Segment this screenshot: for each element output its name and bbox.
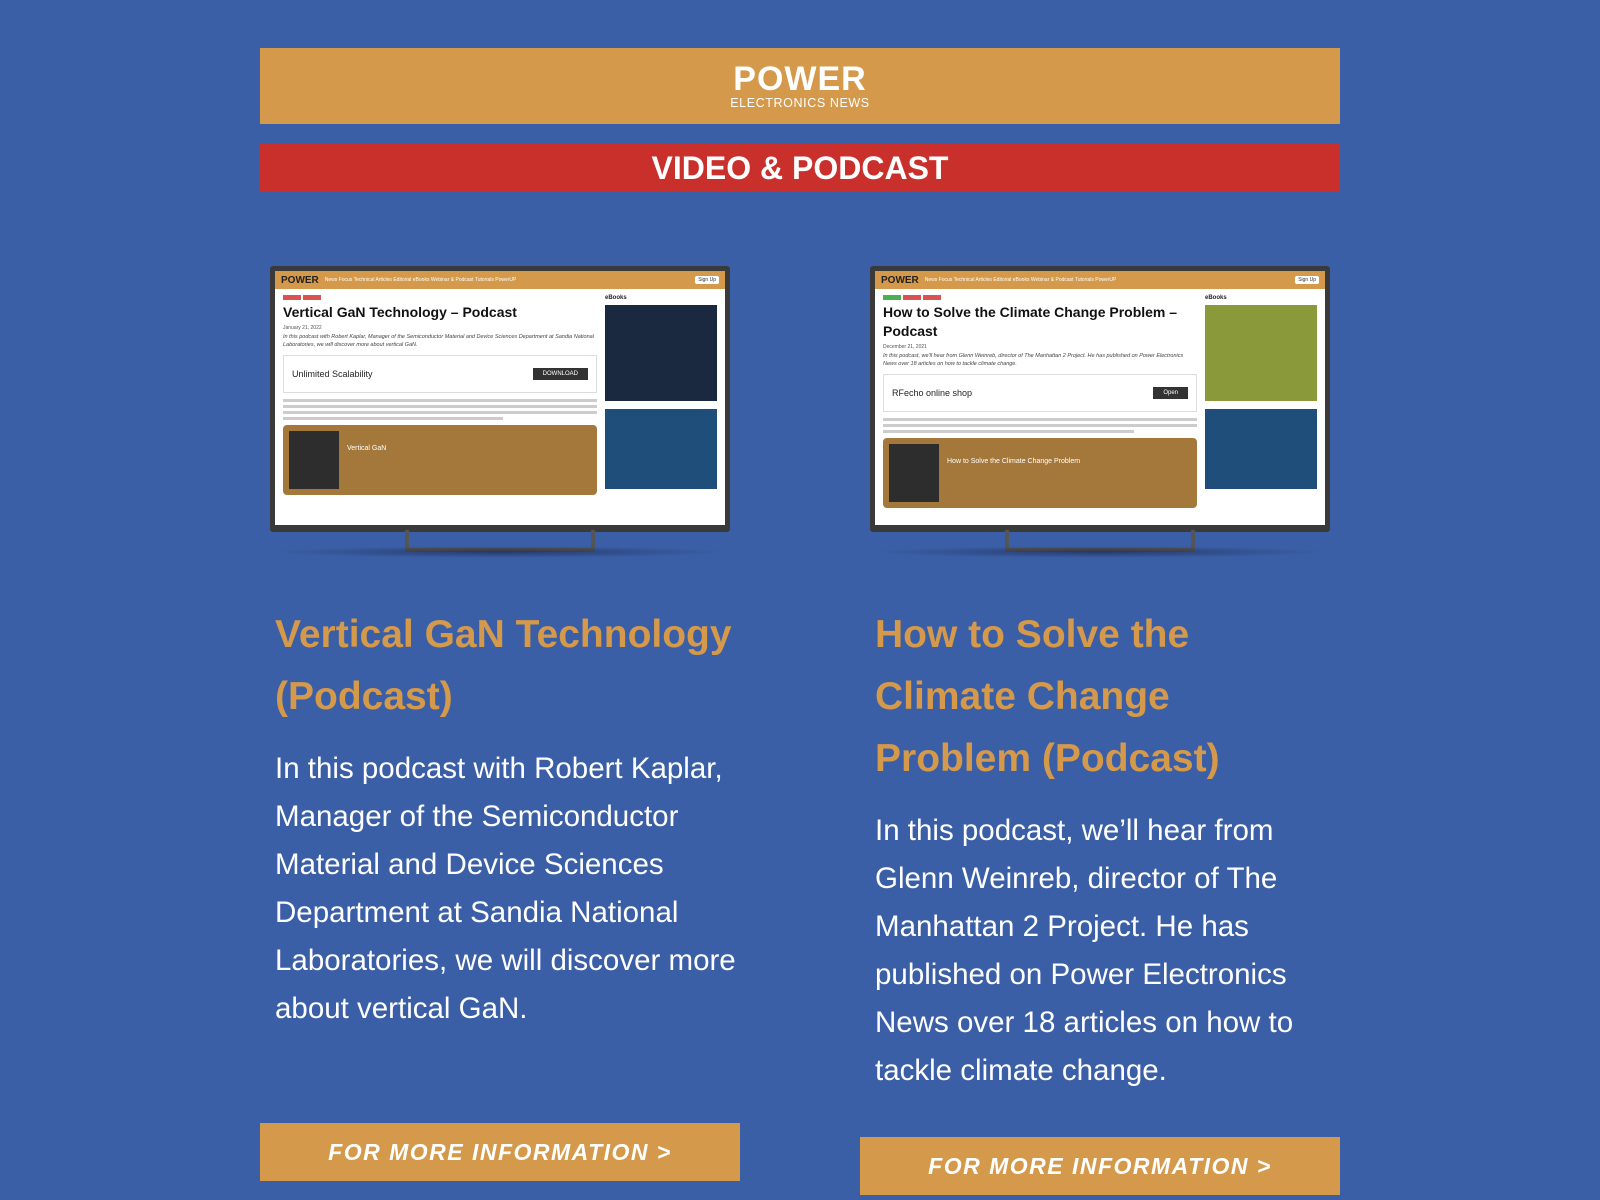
mini-menu: News Focus Technical Articles Editorial eBooks Webinar & Podcast Tutorials PowerUP [924,277,1117,283]
logo-sub-text: ELECTRONICS NEWS [730,96,870,111]
mini-sign-in: Sign Up [695,276,719,284]
website-screenshot [875,271,1325,525]
tv-shadow [270,546,730,558]
mini-sidebar [1205,295,1317,508]
power-electronics-news-logo[interactable] [730,62,869,110]
more-info-button[interactable]: FOR MORE INFORMATION > [260,1123,740,1181]
article-title[interactable]: Vertical GaN Technology (Podcast) [275,613,732,718]
mini-ebooks-heading: eBooks [1205,295,1227,301]
mini-ebooks-heading: eBooks [605,295,627,301]
mini-podcast-player [883,438,1197,508]
mini-article [883,295,1197,508]
mini-article-excerpt: In this podcast, we'll hear from Glenn Weinreb, director of The Manhattan 2 Project. He has published on Power Electronics News over 18 articles on how to tackle climate change. [883,352,1184,368]
mini-ad-text: RFecho online shop [892,388,973,399]
mini-site-body [875,289,1325,514]
mini-player-title: Vertical GaN [347,445,387,453]
article-thumbnail-tv[interactable] [870,266,1330,558]
section-title-bar [260,144,1340,192]
mini-tags [883,295,1197,300]
tv-frame [870,266,1330,532]
mini-ad-banner [605,409,717,489]
section-title: VIDEO & PODCAST [651,149,949,186]
website-screenshot [275,271,725,525]
header-banner [260,48,1340,124]
article-thumbnail-tv[interactable] [270,266,730,558]
mini-podcast-player [283,425,597,495]
mini-sidebar [605,295,717,495]
mini-ebook-cover [1205,305,1317,401]
tv-shadow [870,546,1330,558]
mini-site-body [275,289,725,501]
mini-ad [883,374,1197,412]
mini-ad-banner [1205,409,1317,489]
podcast-cover-image [289,431,339,489]
mini-article-title: Vertical GaN Technology – Podcast [283,304,517,320]
mini-menu: News Focus Technical Articles Editorial eBooks Webinar & Podcast Tutorials PowerUP [324,277,517,283]
mini-ad-button: DOWNLOAD [533,368,588,380]
mini-ad [283,355,597,393]
mini-article [283,295,597,495]
mini-tags [283,295,597,300]
mini-site-nav [875,271,1325,289]
mini-ad-text: Unlimited Scalability [292,369,373,380]
article-description: In this podcast, we’ll hear from Glenn Weinreb, director of The Manhattan 2 Project. He has published on Power Electronics News over 18 articles on how to tackle climate change. [875,814,1294,1087]
mini-article-excerpt: In this podcast with Robert Kaplar, Manager of the Semiconductor Material and Device Sciences Department at Sandia National Laboratories, we will discover more about vertical GaN. [283,333,594,349]
mini-site-nav [275,271,725,289]
mini-sign-in: Sign Up [1295,276,1319,284]
mini-ebook-cover [605,305,717,401]
more-info-button[interactable]: FOR MORE INFORMATION > [860,1137,1340,1195]
tv-frame [270,266,730,532]
mini-ad-button: Open [1153,387,1188,399]
mini-article-title: How to Solve the Climate Change Problem – Podcast [883,304,1178,339]
logo-main-text: POWER [733,60,867,99]
podcast-cover-image [889,444,939,502]
mini-article-date: January 21, 2022 [283,324,322,331]
article-title[interactable]: How to Solve the Climate Change Problem (Podcast) [875,613,1220,780]
mini-article-date: December 21, 2021 [883,343,927,350]
article-description: In this podcast with Robert Kaplar, Manager of the Semiconductor Material and Device Sciences Department at Sandia National Laboratories, we will discover more about vertical GaN. [275,752,736,1025]
mini-logo: POWER [281,274,319,286]
mini-player-title: How to Solve the Climate Change Problem [947,458,1081,466]
mini-logo: POWER [881,274,919,286]
